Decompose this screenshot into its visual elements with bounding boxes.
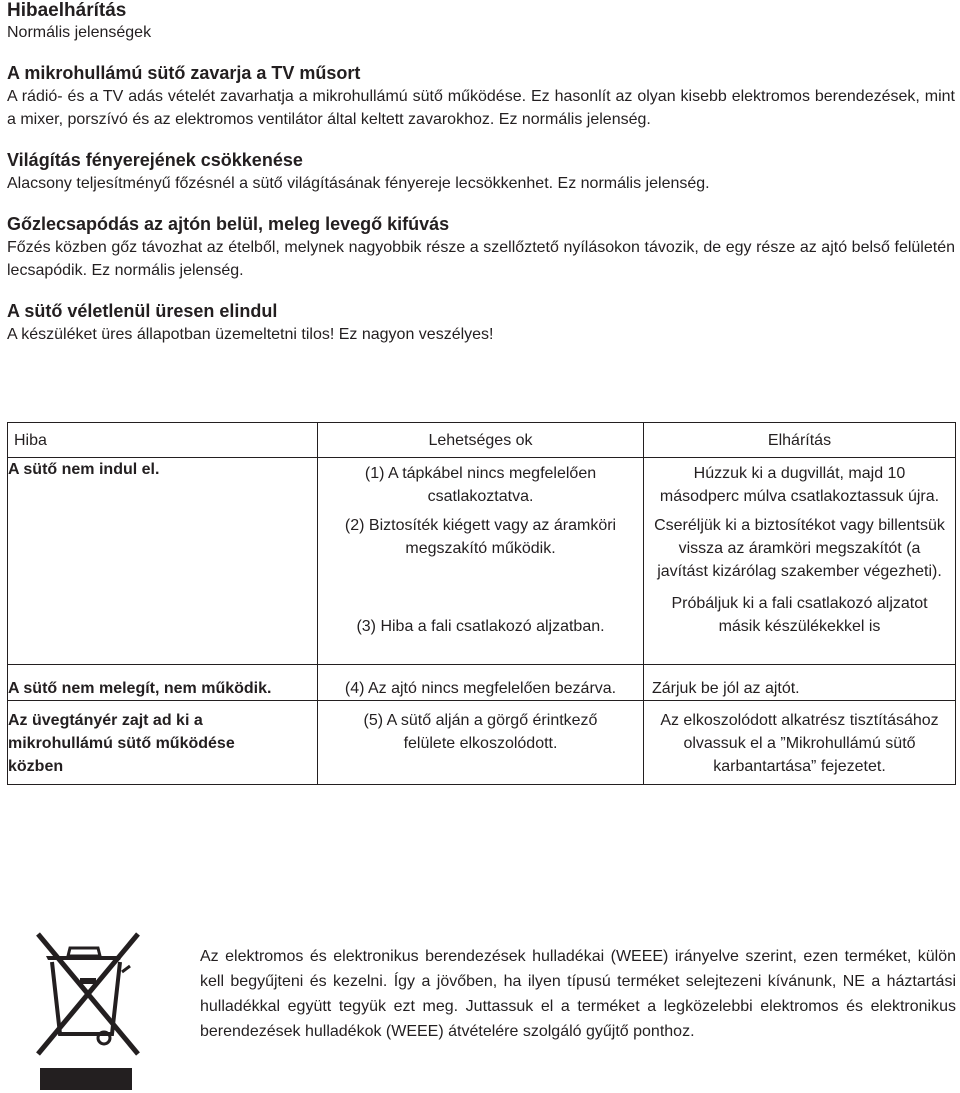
page-subtitle: Normális jelenségek (7, 24, 152, 41)
causes-cell (318, 665, 644, 701)
causes-cell (318, 701, 644, 785)
section-text: A készüléket üres állapotban üzemeltetni tilos! Ez nagyon veszélyes! (7, 326, 494, 343)
cause-item: (1) A tápkábel nincs megfelelően csatlakoztatva. (364, 465, 597, 505)
remedy-item: Cseréljük ki a biztosítékot vagy billentsük vissza az áramköri megszakítót (a javítást kizárólag szakember végezheti). (654, 517, 945, 580)
crossed-out-wheelie-bin-icon (30, 926, 150, 1090)
remedy-item: Próbáljuk ki a fali csatlakozó aljzatot másik készülékekkel is (671, 595, 928, 635)
remedies-cell (644, 701, 956, 785)
table-row (8, 665, 956, 701)
troubleshooting-page (7, 0, 955, 346)
remedy-item: Húzzuk ki a dugvillát, majd 10 másodperc múlva csatlakoztassuk újra. (659, 465, 940, 505)
section-title: A sütő véletlenül üresen elindul (7, 301, 278, 321)
troubleshooting-table (7, 422, 956, 785)
causes-cell (318, 458, 644, 665)
problem-cell: Az üvegtányér zajt ad ki a mikrohullámú sütő működése közben (8, 701, 318, 785)
section-text: Alacsony teljesítményű főzésnél a sütő világításának fényereje lecsökkenhet. Ez normális jelenség. (7, 175, 710, 192)
section-title: Gőzlecsapódás az ajtón belül, meleg levegő kifúvás (7, 214, 450, 234)
section-steam-condensation (7, 212, 955, 282)
problem-cell: A sütő nem melegít, nem működik. (8, 665, 318, 701)
table-row (8, 701, 956, 785)
problem-cell: A sütő nem indul el. (8, 458, 318, 665)
section-light-dimming (7, 148, 955, 195)
remedies-cell (644, 458, 956, 665)
remedy-item: Az elkoszolódott alkatrész tisztításához olvassuk el a ”Mikrohullámú sütő karbantartása” fejezetet. (660, 712, 939, 775)
table-header-row (8, 423, 956, 458)
cause-item: (4) Az ajtó nincs megfelelően bezárva. (344, 680, 617, 697)
cause-item: (5) A sütő alján a görgő érintkező felülete elkoszolódott. (363, 712, 598, 752)
remedy-item: Zárjuk be jól az ajtót. (652, 680, 800, 697)
column-header-remedy: Elhárítás (644, 423, 956, 458)
table-row (8, 458, 956, 665)
section-empty-start (7, 299, 955, 346)
section-title: Világítás fényerejének csökkenése (7, 150, 303, 170)
column-header-problem: Hiba (8, 423, 318, 458)
column-header-cause: Lehetséges ok (318, 423, 644, 458)
cause-item: (2) Biztosíték kiégett vagy az áramköri megszakító működik. (344, 517, 617, 557)
section-tv-interference (7, 61, 955, 131)
section-text: A rádió- és a TV adás vételét zavarhatja a mikrohullámú sütő működése. Ez hasonlít az olyan kisebb elektromos berendezések, mint a mixer, porszívó és az elektromos ventilátor által keltett zavarokhoz. Ez normális jelenség. (7, 88, 955, 128)
section-text: Főzés közben gőz távozhat az ételből, melynek nagyobbik része a szellőztető nyílásokon távozik, de egy része az ajtó belső felületén lecsapódik. Ez normális jelenség. (7, 239, 955, 279)
cause-item: (3) Hiba a fali csatlakozó aljzatban. (356, 618, 605, 635)
remedies-cell (644, 665, 956, 701)
weee-notice: Az elektromos és elektronikus berendezések hulladékai (WEEE) irányelve szerint, ezen terméket, külön kell begyűjteni és kezelni. Így a jövőben, ha ilyen típusú terméket selejtezeni kívánunk, NE a háztartási hulladékkal együtt tegyük ezt meg. Juttassuk el a terméket a legközelebbi elektromos és elektronikus berendezések hulladékok (WEEE) átvételére szolgáló gyűjtő ponthoz. (200, 948, 956, 1040)
section-title: A mikrohullámú sütő zavarja a TV műsort (7, 63, 361, 83)
page-title: Hibaelhárítás (7, 0, 127, 21)
